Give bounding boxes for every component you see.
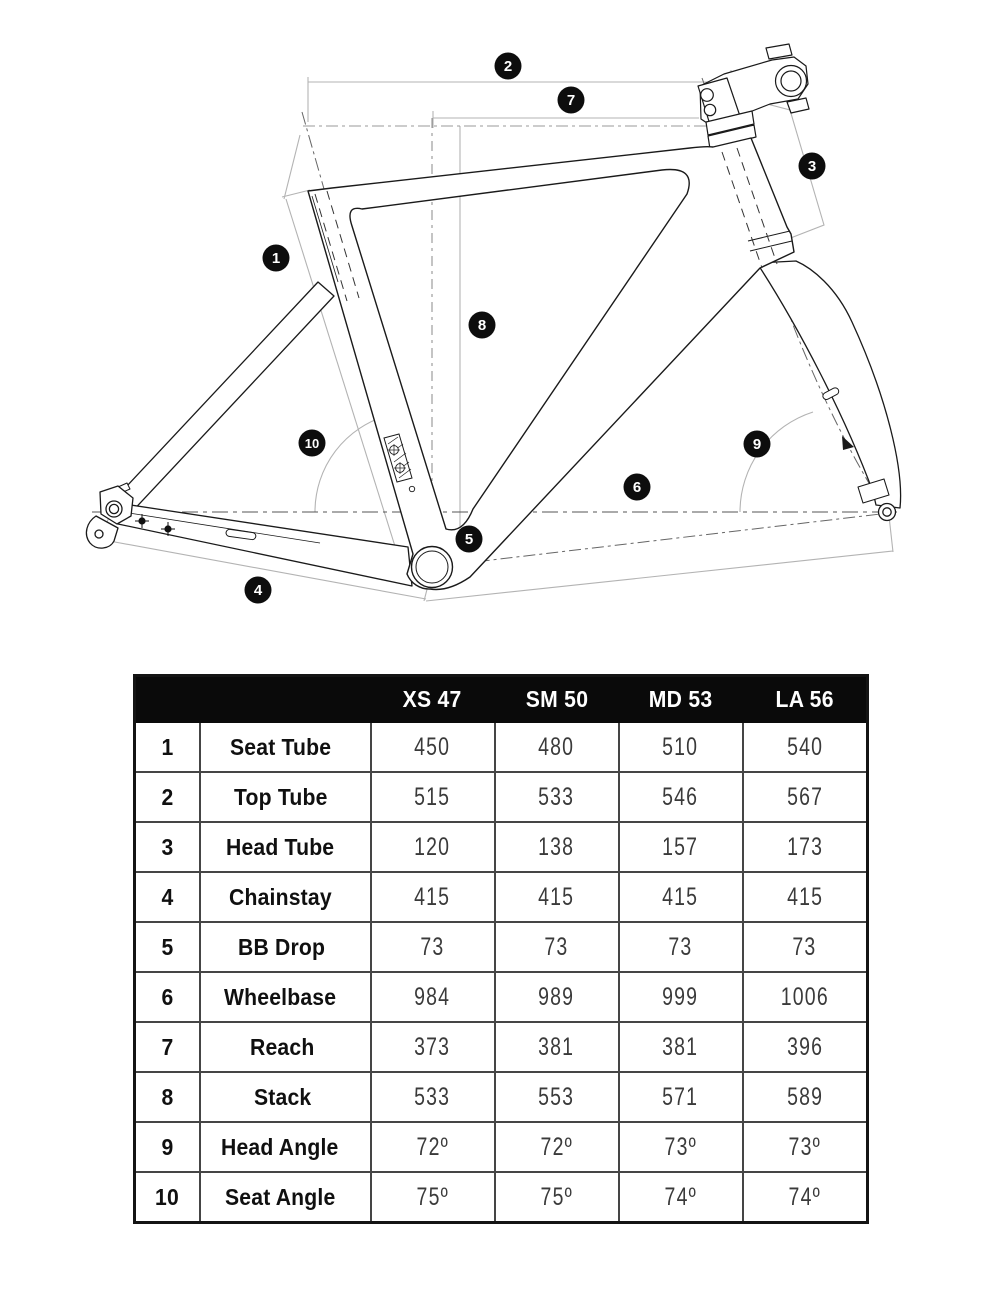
stem-clamp-bolt-top [766, 44, 792, 59]
value-cell [495, 972, 619, 1022]
callout-number: 1 [271, 250, 281, 268]
row-number-text: 4 [161, 883, 174, 910]
value-cell [619, 1172, 743, 1223]
table-row [135, 722, 868, 772]
value-text: 546 [662, 782, 699, 811]
table-row [135, 1072, 868, 1122]
value-cell [495, 922, 619, 972]
table-row [135, 1172, 868, 1223]
row-number [135, 972, 200, 1022]
value-text: 73 [544, 932, 569, 961]
value-cell [495, 722, 619, 772]
callout-10 [299, 430, 326, 457]
row-label-text: BB Drop [237, 933, 325, 960]
value-text: 589 [786, 1082, 823, 1111]
callout-number: 5 [464, 531, 474, 549]
value-text: 415 [786, 882, 823, 911]
value-cell [619, 872, 743, 922]
row-label-text: Head Angle [221, 1133, 339, 1160]
row-label-text: Reach [249, 1033, 315, 1060]
value-cell [619, 822, 743, 872]
row-label [200, 922, 371, 972]
value-cell [619, 1072, 743, 1122]
row-label-text: Chainstay [229, 883, 332, 910]
row-number-text: 3 [161, 833, 174, 860]
row-label-text: Stack [253, 1083, 312, 1110]
value-text: 73º [788, 1132, 821, 1161]
row-number-text: 9 [161, 1133, 174, 1160]
header-size-xs [371, 676, 495, 723]
value-cell [371, 972, 495, 1022]
value-text: 75º [540, 1182, 573, 1211]
value-text: 571 [662, 1082, 699, 1111]
value-text: 396 [786, 1032, 823, 1061]
front-center-dim-line [426, 551, 893, 601]
row-label [200, 1172, 371, 1223]
table-row [135, 1022, 868, 1072]
callout-number: 8 [477, 317, 487, 335]
value-text: 72º [416, 1132, 449, 1161]
value-cell [619, 1022, 743, 1072]
value-text: 74º [788, 1182, 821, 1211]
value-text: 73 [668, 932, 693, 961]
size-label: LA 56 [775, 685, 834, 712]
value-text: 553 [538, 1082, 575, 1111]
size-label: XS 47 [402, 685, 463, 712]
value-cell [743, 972, 868, 1022]
row-number [135, 1072, 200, 1122]
callout-number: 10 [304, 436, 320, 452]
row-label [200, 822, 371, 872]
table-row [135, 922, 868, 972]
value-cell [371, 822, 495, 872]
value-cell [743, 1122, 868, 1172]
value-cell [619, 722, 743, 772]
value-cell [371, 872, 495, 922]
bb-shell [412, 547, 453, 588]
callout-number: 9 [752, 436, 762, 454]
row-number-text: 8 [161, 1083, 174, 1110]
value-cell [371, 1122, 495, 1172]
value-cell [743, 922, 868, 972]
value-cell [495, 1122, 619, 1172]
row-label-text: Wheelbase [224, 983, 337, 1010]
row-label-text: Top Tube [234, 783, 328, 810]
value-cell [619, 772, 743, 822]
callout-2 [495, 53, 522, 80]
row-number-text: 10 [155, 1183, 180, 1210]
size-label: SM 50 [525, 685, 588, 712]
value-text: 999 [662, 982, 699, 1011]
value-text: 73º [664, 1132, 697, 1161]
row-number [135, 772, 200, 822]
value-cell [371, 722, 495, 772]
value-text: 515 [414, 782, 451, 811]
head-angle-arc [740, 412, 813, 512]
value-text: 533 [414, 1082, 451, 1111]
steerer-bolt-2 [704, 104, 715, 115]
fork [757, 261, 901, 521]
value-text: 74º [664, 1182, 697, 1211]
callout-6 [624, 474, 651, 501]
row-number [135, 922, 200, 972]
row-label [200, 1072, 371, 1122]
bolt-2 [164, 525, 171, 532]
table-row [135, 972, 868, 1022]
fork-blade [757, 261, 901, 508]
value-text: 540 [786, 732, 823, 761]
row-label-text: Seat Tube [229, 733, 332, 760]
table-row [135, 772, 868, 822]
value-text: 138 [538, 832, 575, 861]
row-number [135, 722, 200, 772]
row-number-text: 2 [161, 783, 174, 810]
row-number-text: 1 [161, 733, 174, 760]
seat-stay [112, 282, 334, 516]
chain-stay [118, 504, 412, 586]
steerer-bolt-1 [701, 89, 714, 102]
row-label [200, 772, 371, 822]
row-number [135, 872, 200, 922]
row-label [200, 722, 371, 772]
value-text: 480 [538, 732, 575, 761]
value-text: 72º [540, 1132, 573, 1161]
value-text: 381 [662, 1032, 699, 1061]
value-cell [495, 1022, 619, 1072]
front-axle-inner [883, 508, 891, 516]
table-row [135, 822, 868, 872]
callout-7 [558, 87, 585, 114]
row-number [135, 1122, 200, 1172]
value-text: 381 [538, 1032, 575, 1061]
header-num-col [135, 676, 200, 723]
rear-axle-inner [109, 504, 118, 513]
value-text: 75º [416, 1182, 449, 1211]
value-text: 157 [662, 832, 699, 861]
value-text: 510 [662, 732, 699, 761]
value-cell [495, 772, 619, 822]
value-cell [371, 1072, 495, 1122]
value-text: 450 [414, 732, 451, 761]
value-cell [619, 922, 743, 972]
row-label [200, 972, 371, 1022]
size-label: MD 53 [648, 685, 713, 712]
value-cell [495, 1072, 619, 1122]
row-label-text: Head Tube [226, 833, 335, 860]
row-number-text: 6 [161, 983, 174, 1010]
callout-5 [456, 526, 483, 553]
row-label-text: Seat Angle [224, 1183, 336, 1210]
hanger-hole [95, 530, 103, 538]
value-cell [619, 1122, 743, 1172]
value-text: 567 [786, 782, 823, 811]
callout-1 [263, 245, 290, 272]
callout-3 [799, 153, 826, 180]
callout-number: 6 [632, 479, 642, 497]
value-text: 415 [538, 882, 575, 911]
row-number [135, 1172, 200, 1223]
row-number [135, 1022, 200, 1072]
table-row [135, 872, 868, 922]
row-label [200, 1122, 371, 1172]
table-header-row [135, 676, 868, 723]
value-cell [743, 1172, 868, 1223]
header-label-col [200, 676, 371, 723]
small-bolt [409, 486, 414, 491]
value-cell [743, 1022, 868, 1072]
callout-number: 2 [503, 58, 513, 76]
header-size-sm [495, 676, 619, 723]
value-text: 173 [786, 832, 823, 861]
value-cell [495, 872, 619, 922]
value-cell [371, 772, 495, 822]
row-number-text: 7 [161, 1033, 174, 1060]
frame-outline [308, 138, 794, 590]
value-cell [371, 1022, 495, 1072]
callout-4 [245, 577, 272, 604]
value-cell [743, 722, 868, 772]
table-row [135, 1122, 868, 1172]
value-cell [619, 972, 743, 1022]
bolt-1 [138, 517, 145, 524]
callout-number: 4 [253, 582, 263, 600]
callout-8 [469, 312, 496, 339]
value-text: 73 [792, 932, 817, 961]
value-text: 415 [662, 882, 699, 911]
value-text: 533 [538, 782, 575, 811]
callout-number: 7 [566, 92, 576, 110]
callout-9 [744, 431, 771, 458]
geometry-table [133, 674, 869, 1224]
value-cell [743, 822, 868, 872]
value-text: 415 [414, 882, 451, 911]
value-cell [495, 1172, 619, 1223]
row-label [200, 1022, 371, 1072]
header-size-md [619, 676, 743, 723]
value-text: 73 [420, 932, 445, 961]
handlebar-clamp-inner [781, 71, 801, 91]
value-cell [371, 1172, 495, 1223]
stem [698, 44, 809, 149]
value-text: 989 [538, 982, 575, 1011]
row-number-text: 5 [161, 933, 174, 960]
callout-number: 3 [807, 158, 817, 176]
value-cell [495, 822, 619, 872]
value-text: 984 [414, 982, 451, 1011]
value-text: 373 [414, 1032, 451, 1061]
value-cell [743, 1072, 868, 1122]
value-cell [743, 772, 868, 822]
value-cell [743, 872, 868, 922]
header-size-la [743, 676, 868, 723]
row-number [135, 822, 200, 872]
bb-outer [412, 547, 453, 588]
value-text: 120 [414, 832, 451, 861]
value-text: 1006 [780, 982, 829, 1011]
value-cell [371, 922, 495, 972]
row-label [200, 872, 371, 922]
